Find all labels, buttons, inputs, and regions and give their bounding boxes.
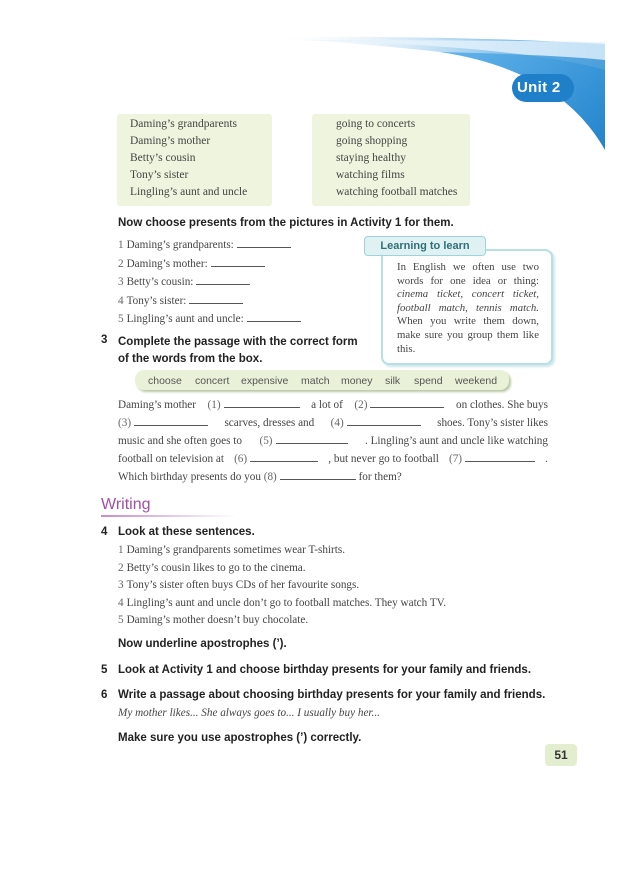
answer-blank[interactable] [134, 414, 208, 426]
list-item: 5 Lingling’s aunt and uncle: [118, 310, 301, 329]
word-concert: concert [195, 375, 230, 387]
list-item: 3 Betty’s cousin: [118, 273, 301, 292]
answer-blank[interactable] [347, 414, 421, 426]
answer-blank[interactable] [276, 432, 348, 444]
passage-line: Daming’s mother (1) a lot of (2) on clothes. She buys [118, 396, 548, 414]
list-item: Lingling’s aunt and uncle [130, 186, 248, 198]
word-match: match [301, 375, 330, 387]
passage-line: Which birthday presents do you (8) for them? [118, 468, 548, 486]
writing-heading: Writing [101, 496, 151, 513]
word-money: money [341, 375, 373, 387]
activity-number: 6 [101, 689, 108, 701]
list-item: 2 Daming’s mother: [118, 255, 301, 274]
list-item: 5 Daming’s mother doesn’t buy chocolate. [118, 614, 309, 626]
answer-blank[interactable] [250, 450, 318, 462]
list-item: 2 Betty’s cousin likes to go to the cinema. [118, 561, 306, 574]
list-item: 4 Lingling’s aunt and uncle don’t go to football matches. They watch TV. [118, 596, 447, 609]
page-number: 51 [545, 744, 577, 766]
passage-line: football on television at (6) , but never go to football (7) . [118, 450, 548, 468]
match-left-list [130, 116, 247, 201]
list-item: watching football matches [336, 186, 458, 198]
underline-instruction: Now underline apostrophes (’). [118, 638, 287, 650]
list-item: 4 Tony’s sister: [118, 292, 301, 311]
list-item: Daming’s mother [130, 135, 211, 147]
list-item: watching films [336, 169, 405, 181]
word-choose: choose [148, 375, 182, 387]
activity-number: 5 [101, 664, 108, 676]
word-spend: spend [414, 375, 443, 387]
activity6-example: My mother likes... She always goes to... I usually buy her... [118, 707, 380, 719]
activity-number: 3 [101, 334, 108, 346]
passage [118, 396, 548, 486]
learning-to-learn-title: Learning to learn [364, 236, 486, 256]
unit-label: Unit 2 [517, 79, 561, 96]
learning-to-learn-text: In English we often use two words for one idea or thing: cinema ticket, concert ticket, football match, tennis match. When you write them down, make sure you group them like this. [397, 261, 539, 355]
list-item: Tony’s sister [130, 169, 189, 181]
match-right-list [336, 116, 457, 201]
list-item: going to concerts [336, 118, 416, 130]
list-item: Daming’s grandparents [130, 118, 237, 130]
answer-blank[interactable] [247, 310, 301, 322]
list-item: 1 Daming’s grandparents sometimes wear T-shirts. [118, 544, 346, 556]
answer-blank[interactable] [196, 273, 250, 285]
answer-blank[interactable] [224, 396, 300, 408]
answer-blank[interactable] [280, 468, 356, 480]
list-item: 3 Tony’s sister often buys CDs of her favourite songs. [118, 579, 360, 591]
activity4-sentences [118, 542, 446, 630]
answer-blank[interactable] [237, 236, 291, 248]
answer-blank[interactable] [211, 255, 265, 267]
list-item: staying healthy [336, 152, 406, 164]
word-silk: silk [385, 375, 401, 387]
answer-blank[interactable] [189, 292, 243, 304]
word-expensive: expensive [241, 375, 289, 387]
present-lines [118, 236, 301, 329]
activity3-instruction: Complete the passage with the correct form of the words from the box. [118, 336, 358, 365]
passage-line: music and she often goes to (5) . Lingling’s aunt and uncle like watching [118, 432, 548, 450]
passage-line: (3) scarves, dresses and (4) shoes. Tony’s sister likes [118, 414, 548, 432]
learning-to-learn-box [381, 249, 553, 365]
writing-underline [101, 515, 236, 517]
word-weekend: weekend [455, 375, 498, 387]
presents-instruction: Now choose presents from the pictures in Activity 1 for them. [118, 217, 454, 229]
answer-blank[interactable] [370, 396, 444, 408]
activity5-instruction: Look at Activity 1 and choose birthday presents for your family and friends. [118, 664, 532, 676]
word-box [135, 370, 509, 390]
list-item: 1 Daming’s grandparents: [118, 236, 301, 255]
answer-blank[interactable] [465, 450, 535, 462]
list-item: going shopping [336, 135, 408, 147]
activity4-instruction: Look at these sentences. [118, 526, 255, 538]
list-item: Betty’s cousin [130, 152, 196, 164]
apostrophe-reminder: Make sure you use apostrophes (’) correctly. [118, 732, 362, 744]
activity-number: 4 [101, 526, 108, 538]
activity6-instruction: Write a passage about choosing birthday presents for your family and friends. [118, 689, 546, 701]
